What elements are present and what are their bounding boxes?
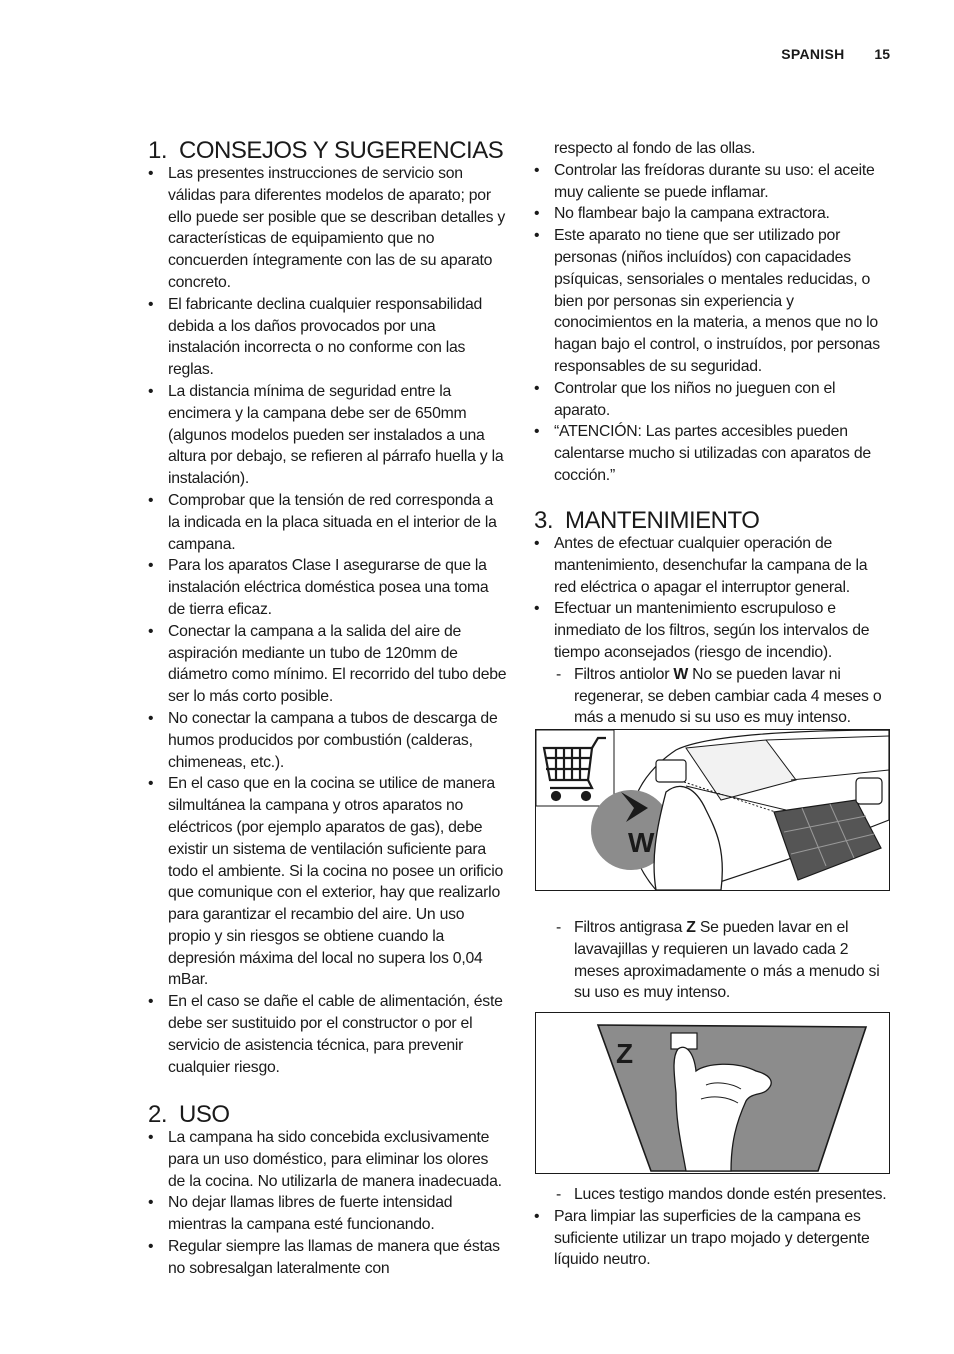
list-item: • Controlar que los niños no jueguen con el aparato.	[534, 378, 890, 422]
figure-grease-filter	[535, 1012, 890, 1174]
list-item: • No conectar la campana a tubos de descarga de humos producidos por combustión (calderas, chimeneas, etc.).	[148, 708, 508, 773]
list-item: • La distancia mínima de seguridad entre la encimera y la campana debe ser de 650mm (algunos modelos pueden ser instalados a una altura por debajo, se refieren al párrafo huella y la instalación).	[148, 381, 508, 490]
list-item: • “ATENCIÓN: Las partes accesibles pueden calentarse mucho si utilizadas con aparatos de cocción.”	[534, 421, 890, 486]
list-item: • La campana ha sido concebida exclusivamente para un uso doméstico, para eliminar los olores de la cocina. No utilizarla de manera inadecuada.	[148, 1127, 508, 1192]
list-item: • Controlar las freídoras durante su uso: el aceite muy caliente se puede inflamar.	[534, 160, 890, 204]
uso-list-continued	[534, 138, 890, 487]
list-item: • Este aparato no tiene que ser utilizado por personas (niños incluídos) con capacidades psíquicas, sensoriales o mentales reducidas, o bien por personas sin experiencia y conocimientos en la materia, a menos que no lo hagan bajo el control, o instruídos, por personas responsables de su seguridad.	[534, 225, 890, 378]
language-label: SPANISH	[781, 46, 845, 62]
consejos-list	[148, 163, 508, 1078]
sub-item-antigrasa: - Filtros antigrasa Z Se pueden lavar en el lavavajillas y requieren un lavado cada 2 meses aproximadamente o más a menudo si su uso es muy intenso.	[534, 917, 890, 1004]
sub-item-antiolor: - Filtros antiolor W No se pueden lavar ni regenerar, se deben cambiar cada 4 meses o más a menudo si su uso es muy intenso.	[534, 664, 890, 729]
filter-sublist	[534, 664, 890, 729]
section-title-uso: 2. USO	[148, 1101, 230, 1128]
section-title-mantenimiento: 3. MANTENIMIENTO	[534, 507, 760, 534]
sub-item-luces: - Luces testigo mandos donde estén presentes.	[534, 1184, 890, 1206]
list-item: • Para limpiar las superficies de la campana es suficiente utilizar un trapo mojado y detergente líquido neutro.	[534, 1206, 890, 1271]
mantenimiento-list	[534, 533, 890, 664]
list-item: • No dejar llamas libres de fuerte intensidad mientras la campana esté funcionando.	[148, 1192, 508, 1236]
svg-text:W: W	[628, 827, 655, 858]
list-item: • Regular siempre las llamas de manera que éstas no sobresalgan lateralmente con	[148, 1236, 508, 1280]
page-header	[781, 46, 890, 62]
list-item: • El fabricante declina cualquier responsabilidad debida a los daños provocados por una instalación incorrecta o no conforme con las reglas.	[148, 294, 508, 381]
svg-text:Z: Z	[616, 1038, 634, 1069]
list-item: • Conectar la campana a la salida del aire de aspiración mediante un tubo de 120mm de diámetro como mínimo. El recorrido del tubo debe ser lo más corto posible.	[148, 621, 508, 708]
filter-illustration	[536, 730, 889, 890]
list-item: • No flambear bajo la campana extractora.	[534, 203, 890, 225]
filter-sublist-2	[534, 917, 890, 1004]
list-item: • En el caso se dañe el cable de alimentación, éste debe ser sustituido por el constructor o por el servicio de asistencia técnica, para prevenir cualquier riesgo.	[148, 991, 508, 1078]
list-item: • Para los aparatos Clase I asegurarse de que la instalación eléctrica doméstica posea una toma de tierra eficaz.	[148, 555, 508, 620]
filter-sublist-3	[534, 1184, 890, 1206]
section-title-consejos: 1. CONSEJOS Y SUGERENCIAS	[148, 137, 504, 164]
list-item-continuation: respecto al fondo de las ollas.	[554, 140, 756, 157]
figure-antiolor-filter	[535, 729, 890, 891]
list-item: • Las presentes instrucciones de servicio son válidas para diferentes modelos de aparato; por ello puede ser posible que se describan detalles y características de equipamiento que no concuerden íntegramente con las de su aparato concreto.	[148, 163, 508, 294]
grease-filter-illustration	[536, 1013, 889, 1173]
cleaning-list	[534, 1206, 890, 1271]
list-item: • Efectuar un mantenimiento escrupuloso e inmediato de los filtros, según los intervalos de tiempo aconsejados (riesgo de incendio).	[534, 598, 890, 663]
uso-list	[148, 1127, 508, 1280]
list-item: • Antes de efectuar cualquier operación de mantenimiento, desenchufar la campana de la red eléctrica o apagar el interruptor general.	[534, 533, 890, 598]
list-item: • Comprobar que la tensión de red corresponda a la indicada en la placa situada en el interior de la campana.	[148, 490, 508, 555]
list-item: • En el caso que en la cocina se utilice de manera silmultánea la campana y otros aparatos no eléctricos (por ejemplo aparatos de gas), debe existir un sistema de ventilación suficiente para todo el ambiente. Si la cocina no posee un orificio que comunique con el exterior, hay que realizarlo para garantizar el recambio del aire. Un uso propio y sin riesgos se obtiene cuando la depresión máxima del local no supera los 0,04 mBar.	[148, 773, 508, 991]
page-number: 15	[874, 46, 890, 62]
